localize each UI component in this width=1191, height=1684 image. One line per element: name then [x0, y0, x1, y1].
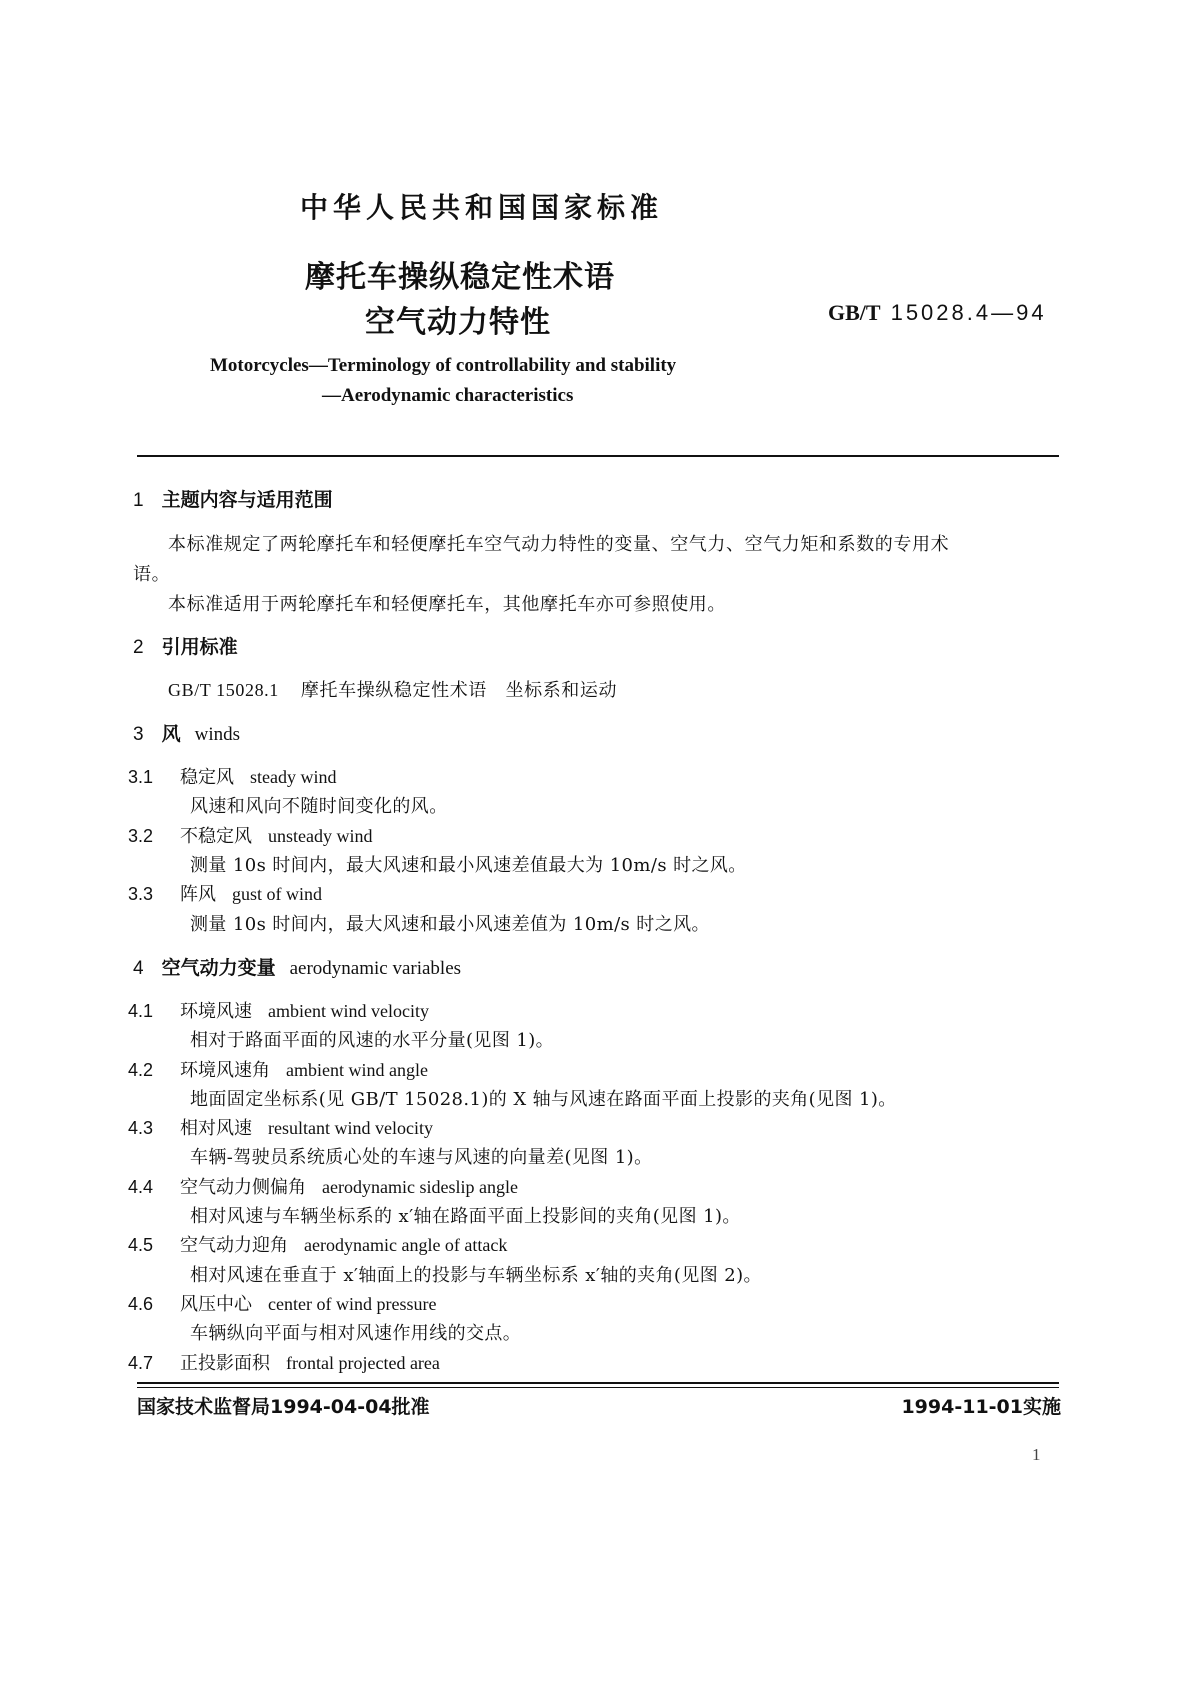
reference-standard — [168, 676, 617, 702]
term-cn: 环境风速 — [180, 1001, 252, 1022]
term-en: aerodynamic sideslip angle — [322, 1177, 518, 1197]
term-number: 4.3 — [128, 1118, 154, 1138]
standard-code-prefix: GB/T — [828, 300, 881, 325]
section-title: 主题内容与适用范围 — [161, 489, 333, 511]
term-en: center of wind pressure — [268, 1294, 437, 1314]
term-definition: 车辆纵向平面与相对风速作用线的交点。 — [190, 1323, 522, 1344]
section-number: 1 — [133, 490, 144, 511]
footer-divider — [137, 1382, 1059, 1384]
term-cn: 正投影面积 — [180, 1353, 270, 1374]
section-number: 4 — [133, 958, 144, 979]
section-title-en: winds — [194, 724, 240, 745]
term-4-7 — [128, 1349, 440, 1375]
term-4-1 — [128, 997, 429, 1023]
standard-code — [828, 300, 1047, 326]
term-definition: 相对于路面平面的风速的水平分量(见图 1)。 — [190, 1030, 555, 1051]
term-3-1 — [128, 763, 336, 789]
approval-date: 国家技术监督局1994-04-04批准 — [137, 1396, 430, 1418]
section-1-paragraph: 本标准规定了两轮摩托车和轻便摩托车空气动力特性的变量、空气力、空气力矩和系数的专用术 — [168, 534, 950, 555]
term-en: unsteady wind — [268, 826, 373, 846]
reference-title: 摩托车操纵稳定性术语 坐标系和运动 — [300, 680, 618, 701]
english-title-line1: Motorcycles—Terminology of controllability and stability — [210, 355, 677, 376]
term-4-6 — [128, 1290, 436, 1316]
term-en: resultant wind velocity — [268, 1118, 433, 1138]
standard-code-number: 15028.4—94 — [890, 300, 1047, 325]
term-number: 4.1 — [128, 1001, 154, 1021]
term-number: 4.4 — [128, 1177, 154, 1197]
term-en: frontal projected area — [286, 1353, 440, 1373]
english-title-line2: —Aerodynamic characteristics — [322, 385, 574, 406]
term-4-5 — [128, 1231, 507, 1257]
term-definition: 风速和风向不随时间变化的风。 — [190, 796, 448, 817]
section-3-heading — [133, 719, 240, 746]
term-4-2 — [128, 1056, 428, 1082]
term-en: aerodynamic angle of attack — [304, 1235, 508, 1255]
term-4-4 — [128, 1173, 518, 1199]
term-cn: 环境风速角 — [180, 1060, 270, 1081]
section-number: 3 — [133, 724, 144, 745]
section-1-heading — [133, 485, 333, 512]
term-number: 3.2 — [128, 826, 154, 846]
section-title: 引用标准 — [161, 636, 238, 658]
term-definition: 测量 10s 时间内，最大风速和最小风速差值最大为 10m/s 时之风。 — [190, 855, 747, 876]
term-number: 3.1 — [128, 767, 154, 787]
term-cn: 阵风 — [180, 884, 216, 905]
term-definition: 相对风速与车辆坐标系的 x′轴在路面平面上投影间的夹角(见图 1)。 — [190, 1206, 741, 1227]
term-cn: 稳定风 — [180, 767, 234, 788]
term-cn: 空气动力迎角 — [180, 1235, 288, 1256]
section-title: 风 — [161, 723, 181, 745]
section-number: 2 — [133, 637, 144, 658]
term-en: ambient wind velocity — [268, 1001, 429, 1021]
term-definition: 测量 10s 时间内，最大风速和最小风速差值为 10m/s 时之风。 — [190, 914, 710, 935]
term-3-3 — [128, 880, 322, 906]
term-number: 4.2 — [128, 1060, 154, 1080]
section-1-paragraph: 本标准适用于两轮摩托车和轻便摩托车，其他摩托车亦可参照使用。 — [168, 594, 726, 615]
term-en: ambient wind angle — [286, 1060, 428, 1080]
term-number: 4.5 — [128, 1235, 154, 1255]
term-cn: 空气动力侧偏角 — [180, 1177, 306, 1198]
section-1-paragraph: 语。 — [133, 564, 171, 585]
term-en: steady wind — [250, 767, 337, 787]
header-divider — [137, 455, 1059, 457]
term-definition: 相对风速在垂直于 x′轴面上的投影与车辆坐标系 x′轴的夹角(见图 2)。 — [190, 1265, 762, 1286]
section-2-heading — [133, 632, 238, 659]
term-cn: 相对风速 — [180, 1118, 252, 1139]
term-definition: 地面固定坐标系(见 GB/T 15028.1)的 X 轴与风速在路面平面上投影的夹角(见图 1)。 — [190, 1089, 897, 1110]
section-title: 空气动力变量 — [161, 957, 276, 979]
standard-title: 中华人民共和国国家标准 — [300, 191, 664, 224]
document-title-line2: 空气动力特性 — [365, 305, 551, 340]
term-number: 4.6 — [128, 1294, 154, 1314]
term-number: 3.3 — [128, 884, 154, 904]
footer-divider-thin — [137, 1387, 1059, 1388]
term-3-2 — [128, 822, 372, 848]
page-number: 1 — [1032, 1445, 1041, 1464]
term-4-3 — [128, 1114, 433, 1140]
term-en: gust of wind — [232, 884, 322, 904]
term-definition: 车辆-驾驶员系统质心处的车速与风速的向量差(见图 1)。 — [190, 1147, 653, 1168]
section-4-heading — [133, 953, 461, 980]
section-title-en: aerodynamic variables — [289, 958, 462, 979]
term-cn: 风压中心 — [180, 1294, 252, 1315]
term-number: 4.7 — [128, 1353, 154, 1373]
reference-code: GB/T 15028.1 — [168, 680, 279, 700]
document-title-line1: 摩托车操纵稳定性术语 — [305, 260, 615, 295]
term-cn: 不稳定风 — [180, 826, 252, 847]
implementation-date: 1994-11-01实施 — [901, 1396, 1061, 1418]
